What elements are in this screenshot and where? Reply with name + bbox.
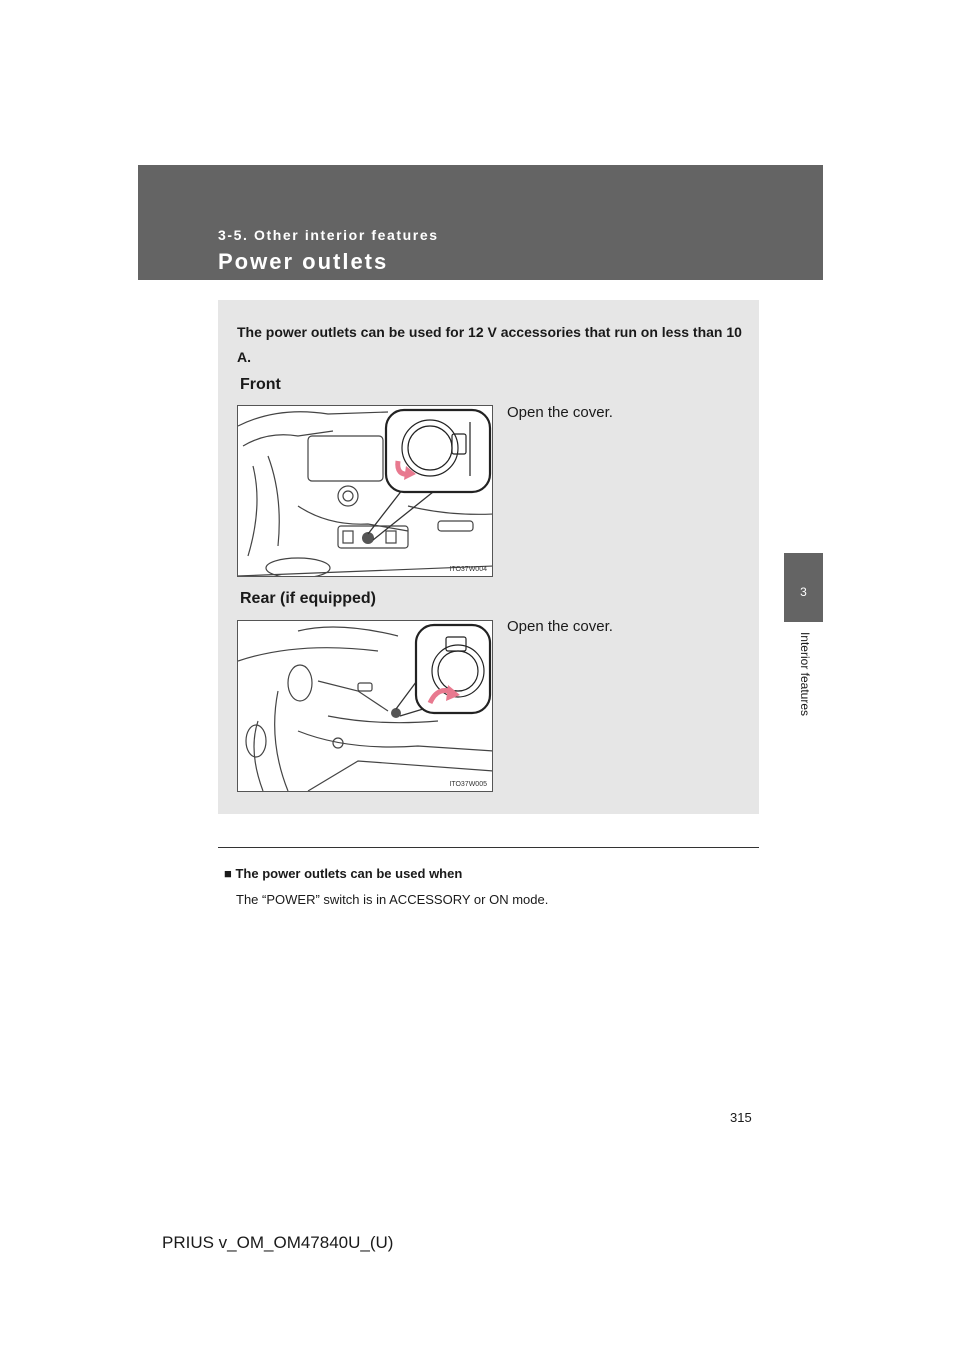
note-heading [224,866,462,881]
rear-outlet-figure [237,620,493,792]
rear-instruction: Open the cover. [507,618,613,635]
rear-figure-code: ITO37W005 [449,781,487,788]
note-heading-text: The power outlets can be used when [235,866,463,881]
intro-box [218,300,759,814]
rear-console-illustration [238,621,493,792]
front-heading: Front [240,376,281,393]
section-divider [218,847,759,848]
section-label: 3-5. Other interior features [218,227,439,243]
footer-manual-code: PRIUS v_OM_OM47840U_(U) [162,1233,394,1252]
page-title: Power outlets [218,249,389,274]
square-bullet-icon: ■ [224,866,232,881]
chapter-number: 3 [800,585,807,599]
front-instruction: Open the cover. [507,404,613,421]
front-figure-code: ITO37W004 [449,566,487,573]
rear-heading: Rear (if equipped) [240,590,377,607]
chapter-label: Interior features [798,631,812,717]
note-body: The “POWER” switch is in ACCESSORY or ON mode. [236,892,549,907]
chapter-tab[interactable] [784,553,823,622]
front-outlet-figure [237,405,493,577]
page-number: 315 [730,1110,752,1125]
header-band [138,165,823,280]
front-dashboard-illustration [238,406,493,577]
intro-text: The power outlets can be used for 12 V accessories that run on less than 10 A. [237,324,742,365]
